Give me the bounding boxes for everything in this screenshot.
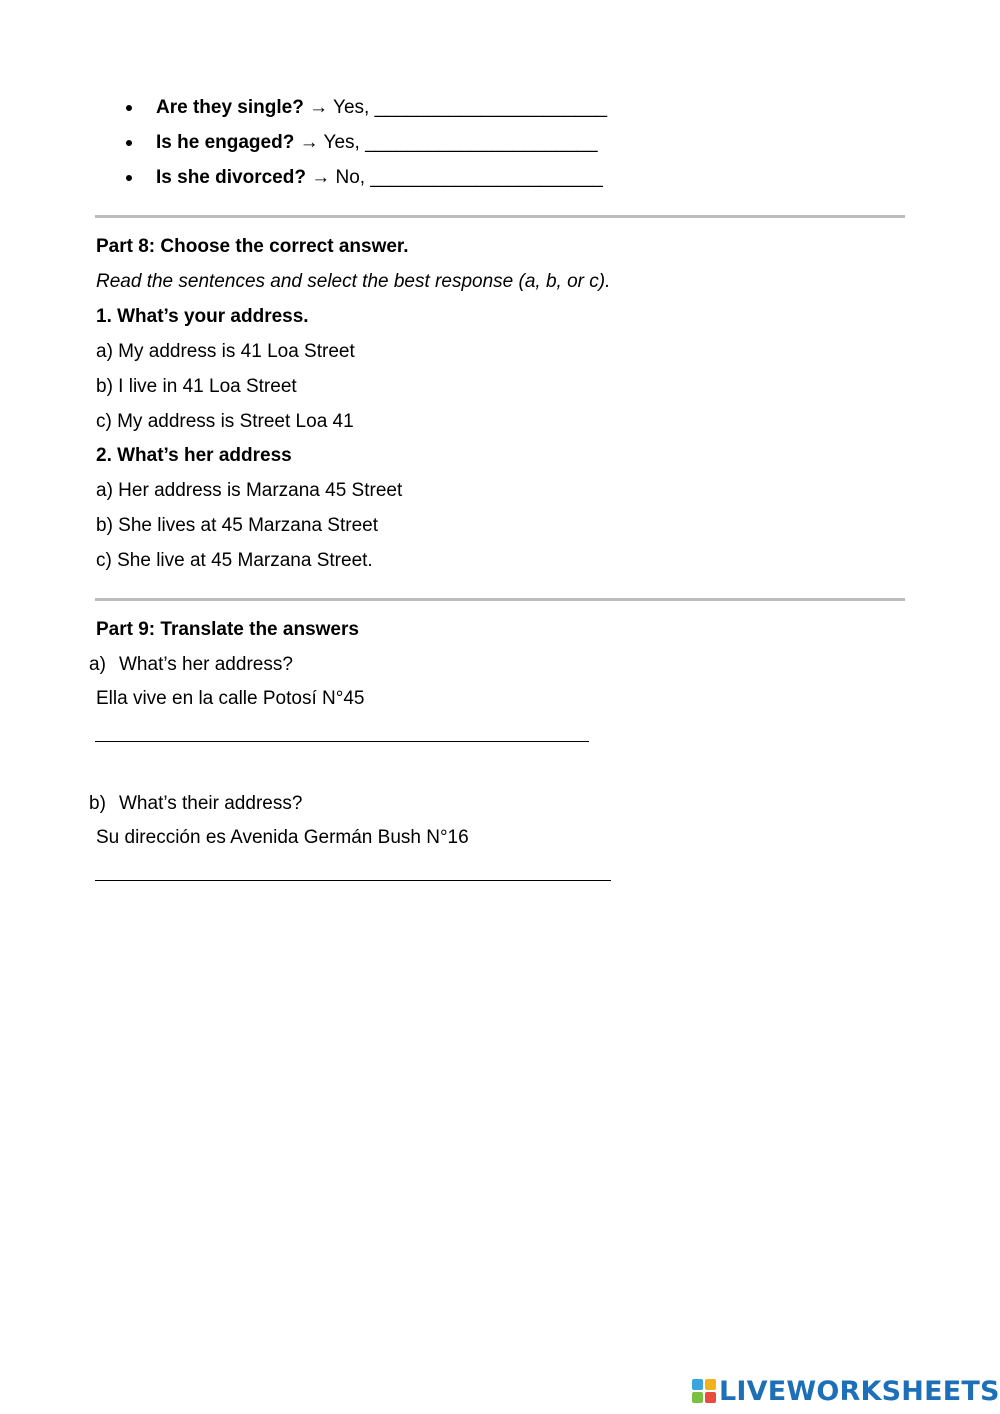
part9-letter-a: a) bbox=[89, 654, 106, 675]
bullet-answer-start: → No, bbox=[305, 167, 371, 188]
bullet-dot bbox=[126, 140, 132, 146]
bullet-item-3 bbox=[156, 167, 603, 189]
part9-title: Part 9: Translate the answers bbox=[96, 619, 359, 640]
part9-question-a: What’s her address? bbox=[119, 654, 293, 675]
bullet-dot bbox=[126, 105, 132, 111]
answer-option-1a[interactable]: a) My address is 41 Loa Street bbox=[96, 341, 355, 362]
bullet-question: Are they single? bbox=[156, 97, 304, 118]
bullet-question: Is he engaged? bbox=[156, 132, 295, 153]
logo-squares-icon bbox=[692, 1379, 716, 1403]
part9-letter-b: b) bbox=[89, 793, 106, 814]
part8-question-2: 2. What’s her address bbox=[96, 445, 292, 466]
part8-question-1: 1. What’s your address. bbox=[96, 306, 309, 327]
answer-option-2a[interactable]: a) Her address is Marzana 45 Street bbox=[96, 480, 403, 501]
translation-blank-b[interactable] bbox=[95, 880, 611, 881]
answer-blank[interactable]: ______________________ bbox=[374, 97, 608, 118]
part8-title: Part 8: Choose the correct answer. bbox=[96, 236, 409, 257]
logo-text: LIVEWORKSHEETS bbox=[719, 1375, 1000, 1407]
bullet-question: Is she divorced? bbox=[156, 167, 306, 188]
translation-blank-a[interactable] bbox=[95, 741, 589, 742]
bullet-item-2 bbox=[156, 132, 598, 154]
part9-question-b: What’s their address? bbox=[119, 793, 303, 814]
part9-answer-a: Ella vive en la calle Potosí N°45 bbox=[96, 688, 365, 709]
answer-option-2b[interactable]: b) She lives at 45 Marzana Street bbox=[96, 515, 378, 536]
answer-option-1b[interactable]: b) I live in 41 Loa Street bbox=[96, 376, 297, 397]
answer-blank[interactable]: ______________________ bbox=[365, 132, 598, 153]
answer-blank[interactable]: ______________________ bbox=[370, 167, 603, 188]
liveworksheets-logo bbox=[692, 1376, 1000, 1406]
bullet-dot bbox=[126, 175, 132, 181]
bullet-answer-start: → Yes, bbox=[294, 132, 366, 153]
section-divider bbox=[95, 215, 905, 218]
answer-option-1c[interactable]: c) My address is Street Loa 41 bbox=[96, 411, 354, 432]
bullet-item-1 bbox=[156, 97, 607, 119]
section-divider bbox=[95, 598, 905, 601]
bullet-answer-start: → Yes, bbox=[303, 97, 375, 118]
answer-option-2c[interactable]: c) She live at 45 Marzana Street. bbox=[96, 550, 373, 571]
part9-answer-b: Su dirección es Avenida Germán Bush N°16 bbox=[96, 827, 469, 848]
part8-instructions: Read the sentences and select the best response (a, b, or c). bbox=[96, 271, 611, 292]
